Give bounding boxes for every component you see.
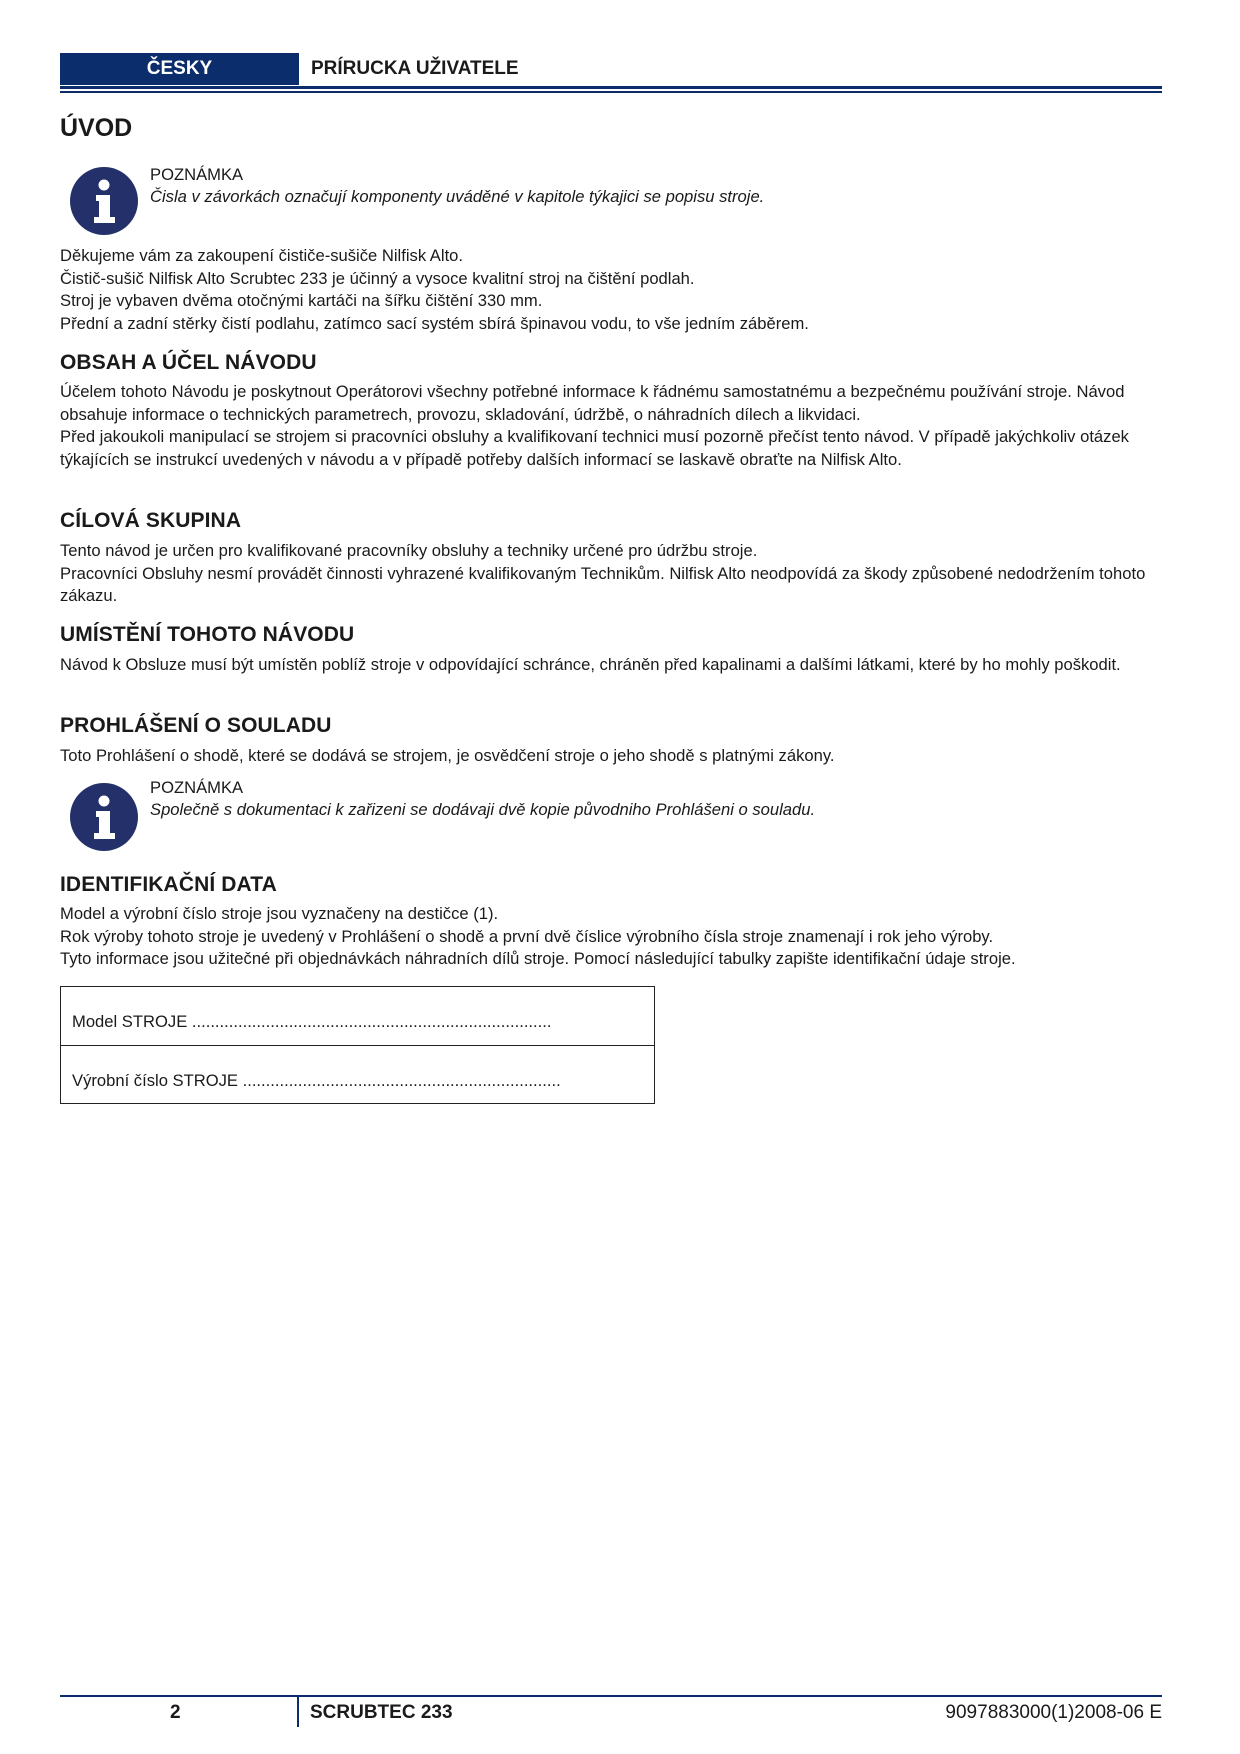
header-rule (60, 86, 1162, 89)
section-heading: OBSAH A ÚČEL NÁVODU (60, 351, 317, 374)
note-label: POZNÁMKA (150, 778, 244, 797)
model-name: SCRUBTEC 233 (310, 1702, 453, 1723)
paragraph: Stroj je vybaven dvěma otočnými kartáči na šířku čištění 330 mm. (60, 291, 543, 311)
note-text: Čisla v závorkách označují komponenty uváděné v kapitole týkajici se popisu stroje. (150, 187, 765, 206)
serial-number-row: Výrobní číslo STROJE ..................................................................... (61, 1045, 654, 1103)
section-heading: CÍLOVÁ SKUPINA (60, 509, 242, 532)
footer-rule (60, 1695, 1162, 1697)
paragraph: Rok výroby tohoto stroje je uvedený v Prohlášení o shodě a první dvě číslice výrobního čísla stroje znamenají i rok jeho výroby. (60, 926, 994, 946)
language-label: ČESKY (60, 53, 299, 85)
info-icon (70, 783, 138, 851)
paragraph: Návod k Obsluze musí být umístěn poblíž stroje v odpovídající schránce, chráněn před kapalinami a dalšími látkami, které by ho mohly poškodit. (60, 655, 1121, 674)
paragraph: Toto Prohlášení o shodě, které se dodává se strojem, je osvědčení stroje o jeho shodě s platnými zákony. (60, 746, 835, 765)
note-label: POZNÁMKA (150, 165, 244, 184)
page-number: 2 (170, 1702, 181, 1723)
footer-divider (297, 1697, 299, 1727)
section-body (60, 381, 1165, 471)
manual-title: PRÍRUCKA UŽIVATELE (311, 58, 519, 79)
section-body (60, 903, 1165, 971)
intro-paragraphs (60, 245, 1165, 335)
identification-table (60, 986, 655, 1104)
paragraph: Tyto informace jsou užitečné při objednávkách náhradních dílů stroje. Pomocí následující tabulky zapište identifikační údaje stroje. (60, 949, 1016, 969)
paragraph: Pracovníci Obsluhy nesmí provádět činnosti vyhrazené kvalifikovaným Technikům. Nilfisk Alto neodpovídá za škody způsobené nedodržením tohoto zákazu. (60, 563, 1146, 606)
document-code: 9097883000(1)2008-06 E (945, 1702, 1162, 1723)
section-heading: UMÍSTĚNÍ TOHOTO NÁVODU (60, 623, 355, 646)
note-text: Společně s dokumentaci k zařizeni se dodávaji dvě kopie původniho Prohlášeni o souladu. (150, 800, 816, 819)
paragraph: Čistič-sušič Nilfisk Alto Scrubtec 233 je účinný a vysoce kvalitní stroj na čištění podlah. (60, 268, 695, 288)
paragraph: Přední a zadní stěrky čistí podlahu, zatímco sací systém sbírá špinavou vodu, to vše jedním záběrem. (60, 313, 809, 333)
section-body (60, 745, 1165, 768)
paragraph: Děkujeme vám za zakoupení čističe-sušiče Nilfisk Alto. (60, 246, 464, 265)
info-icon (70, 167, 138, 235)
paragraph: Účelem tohoto Návodu je poskytnout Operátorovi všechny potřebné informace k řádnému samostatnému a bezpečnému používání stroje. Návod obsahuje informace o technických parametrech, provozu, skladování, údržbě, o náhradních dílech a likvidaci. (60, 382, 1125, 424)
page-title: ÚVOD (60, 114, 133, 142)
section-body (60, 540, 1165, 608)
section-heading: IDENTIFIKAČNÍ DATA (60, 873, 277, 896)
header-rule (60, 91, 1162, 93)
section-body (60, 654, 1165, 677)
section-heading: PROHLÁŠENÍ O SOULADU (60, 714, 332, 737)
model-row: Model STROJE .............................................................................. (72, 1012, 552, 1031)
paragraph: Před jakoukoli manipulací se strojem si pracovníci obsluhy a kvalifikovaní technici musí pozorně přečíst tento návod. V případě jakýchkoliv otázek týkajících se instrukcí uvedených v návodu a v případě potřeby dalších informací se laskavě obraťte na Nilfisk Alto. (60, 427, 1129, 469)
paragraph: Tento návod je určen pro kvalifikované pracovníky obsluhy a techniky určené pro údržbu stroje. (60, 541, 758, 560)
paragraph: Model a výrobní číslo stroje jsou vyznačeny na destičce (1). (60, 904, 499, 923)
